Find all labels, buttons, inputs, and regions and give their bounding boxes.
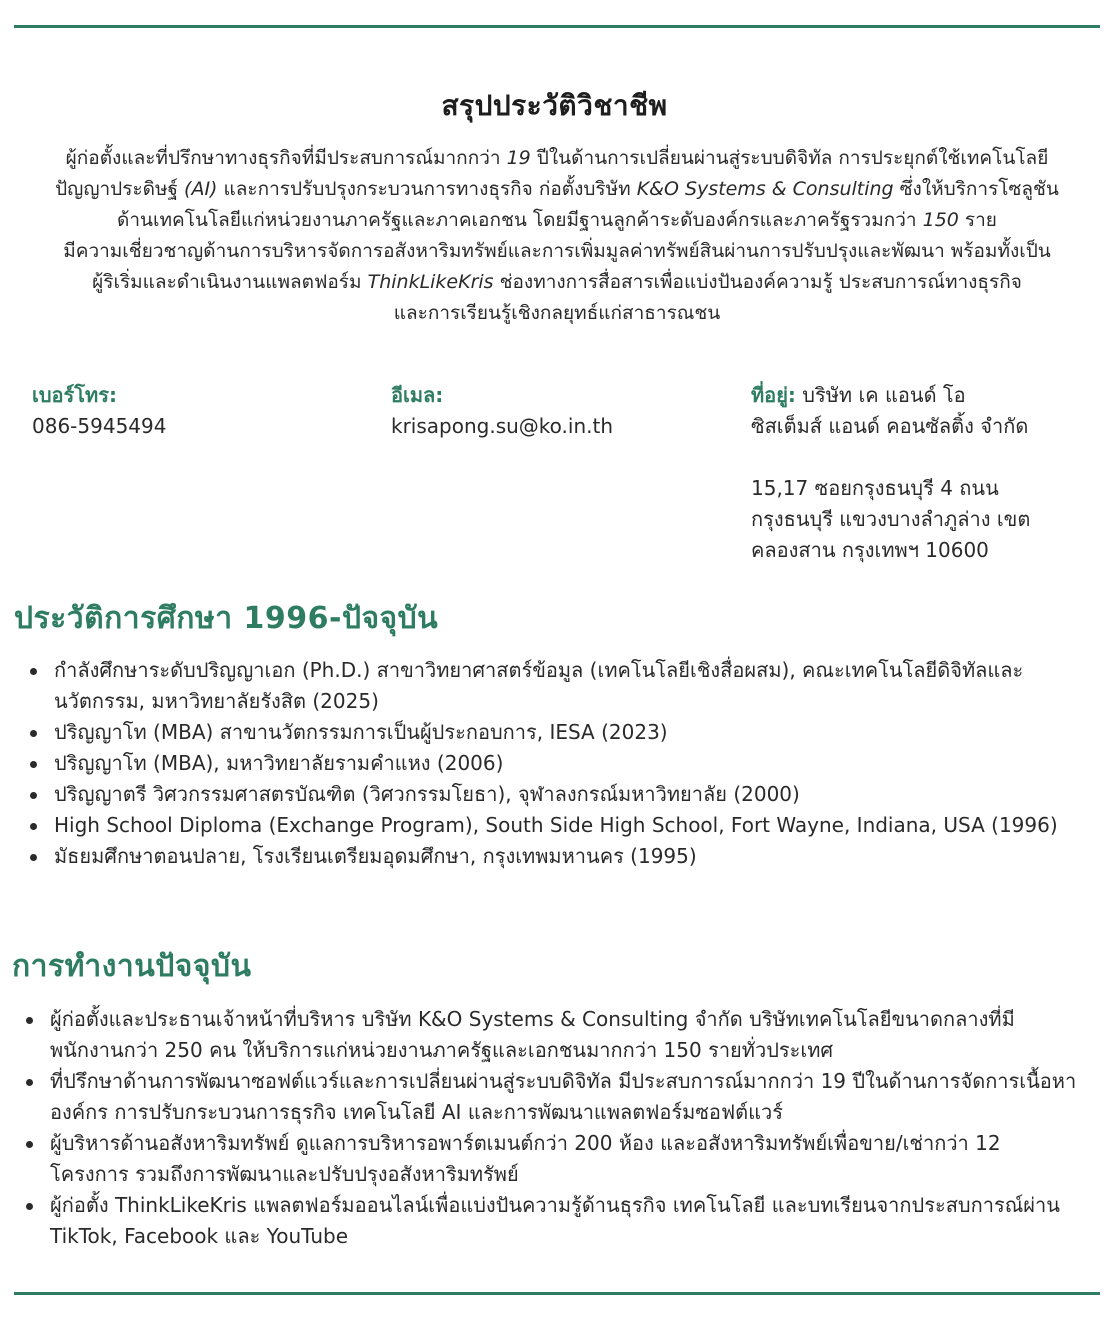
address-spacer	[751, 442, 1091, 473]
contact-address	[751, 380, 1091, 566]
summary-line: ด้านเทคโนโลยีแก่หน่วยงานภาครัฐและภาคเอกชน โดยมีฐานลูกค้าระดับองค์กรและภาครัฐรวมกว่า 150 ราย	[117, 209, 997, 231]
education-list	[30, 655, 1090, 872]
list-item: ที่ปรึกษาด้านการพัฒนาซอฟต์แวร์และการเปลี่ยนผ่านสู่ระบบดิจิทัล มีประสบการณ์มากกว่า 19 ปีในด้านการจัดการเนื้อหา องค์กร การปรับกระบวนการธุรกิจ เทคโนโลยี AI และการพัฒนาแพลตฟอร์มซอฟต์แวร์	[26, 1066, 1096, 1128]
contact-email	[391, 380, 613, 442]
list-item: ผู้ก่อตั้งและประธานเจ้าหน้าที่บริหาร บริษัท K&O Systems & Consulting จำกัด บริษัทเทคโนโลยีขนาดกลางที่มี พนักงานกว่า 250 คน ให้บริการแก่หน่วยงานภาครัฐและเอกชนมากกว่า 150 รายทั่วประเทศ	[26, 1004, 1096, 1066]
professional-summary	[14, 143, 1100, 329]
email-value: krisapong.su@ko.in.th	[391, 414, 614, 438]
address-label: ที่อยู่:	[751, 383, 796, 407]
address-line: คลองสาน กรุงเทพฯ 10600	[751, 538, 989, 562]
contact-phone	[32, 380, 166, 442]
address-line: กรุงธนบุรี แขวงบางลำภูล่าง เขต	[751, 507, 1031, 531]
address-line: ที่อยู่: บริษัท เค แอนด์ โอ	[751, 383, 966, 407]
list-item: ปริญญาตรี วิศวกรรมศาสตรบัณฑิต (วิศวกรรมโยธา), จุฬาลงกรณ์มหาวิทยาลัย (2000)	[30, 779, 1090, 810]
summary-line: ผู้ก่อตั้งและที่ปรึกษาทางธุรกิจที่มีประสบการณ์มากกว่า 19 ปีในด้านการเปลี่ยนผ่านสู่ระบบดิจิทัล การประยุกต์ใช้เทคโนโลยี	[65, 147, 1049, 169]
address-line: ซิสเต็มส์ แอนด์ คอนซัลติ้ง จำกัด	[751, 414, 1029, 438]
address-line: 15,17 ซอยกรุงธนบุรี 4 ถนน	[751, 476, 999, 500]
page-title: สรุปประวัติวิชาชีพ	[441, 89, 668, 122]
list-item: มัธยมศึกษาตอนปลาย, โรงเรียนเตรียมอุดมศึกษา, กรุงเทพมหานคร (1995)	[30, 841, 1090, 872]
bottom-divider	[14, 1292, 1100, 1295]
list-item: ปริญญาโท (MBA), มหาวิทยาลัยรามคำแหง (2006)	[30, 748, 1090, 779]
education-heading: ประวัติการศึกษา 1996-ปัจจุบัน	[14, 601, 439, 636]
summary-line: ผู้ริเริ่มและดำเนินงานแพลตฟอร์ม ThinkLikeKris ช่องทางการสื่อสารเพื่อแบ่งปันองค์ความรู้ ประสบการณ์ทางธุรกิจ	[92, 271, 1022, 293]
summary-line: ปัญญาประดิษฐ์ (AI) และการปรับปรุงกระบวนการทางธุรกิจ ก่อตั้งบริษัท K&O Systems & Consulting ซึ่งให้บริการโซลูชัน	[55, 178, 1059, 200]
email-label: อีเมล:	[391, 383, 444, 407]
list-item: ปริญญาโท (MBA) สาขานวัตกรรมการเป็นผู้ประกอบการ, IESA (2023)	[30, 717, 1090, 748]
summary-line: และการเรียนรู้เชิงกลยุทธ์แก่สาธารณชน	[393, 302, 721, 324]
top-divider	[14, 25, 1100, 28]
list-item: ผู้ก่อตั้ง ThinkLikeKris แพลตฟอร์มออนไลน์เพื่อแบ่งปันความรู้ด้านธุรกิจ เทคโนโลยี และบทเรียนจากประสบการณ์ผ่าน TikTok, Facebook และ YouTube	[26, 1190, 1096, 1252]
list-item: กำลังศึกษาระดับปริญญาเอก (Ph.D.) สาขาวิทยาศาสตร์ข้อมูล (เทคโนโลยีเชิงสื่อผสม), คณะเทคโนโลยีดิจิทัลและ นวัตกรรม, มหาวิทยาลัยรังสิต (2025)	[30, 655, 1090, 717]
list-item: ผู้บริหารด้านอสังหาริมทรัพย์ ดูแลการบริหารอพาร์ตเมนต์กว่า 200 ห้อง และอสังหาริมทรัพย์เพื่อขาย/เช่ากว่า 12 โครงการ รวมถึงการพัฒนาและปรับปรุงอสังหาริมทรัพย์	[26, 1128, 1096, 1190]
current-work-heading: การทำงานปัจจุบัน	[12, 949, 252, 984]
summary-line: มีความเชี่ยวชาญด้านการบริหารจัดการอสังหาริมทรัพย์และการเพิ่มมูลค่าทรัพย์สินผ่านการปรับปรุงและพัฒนา พร้อมทั้งเป็น	[63, 240, 1051, 262]
phone-value: 086-5945494	[32, 414, 167, 438]
list-item: High School Diploma (Exchange Program), South Side High School, Fort Wayne, Indiana, USA (1996)	[30, 810, 1090, 841]
phone-label: เบอร์โทร:	[32, 383, 117, 407]
current-work-list	[26, 1004, 1096, 1252]
